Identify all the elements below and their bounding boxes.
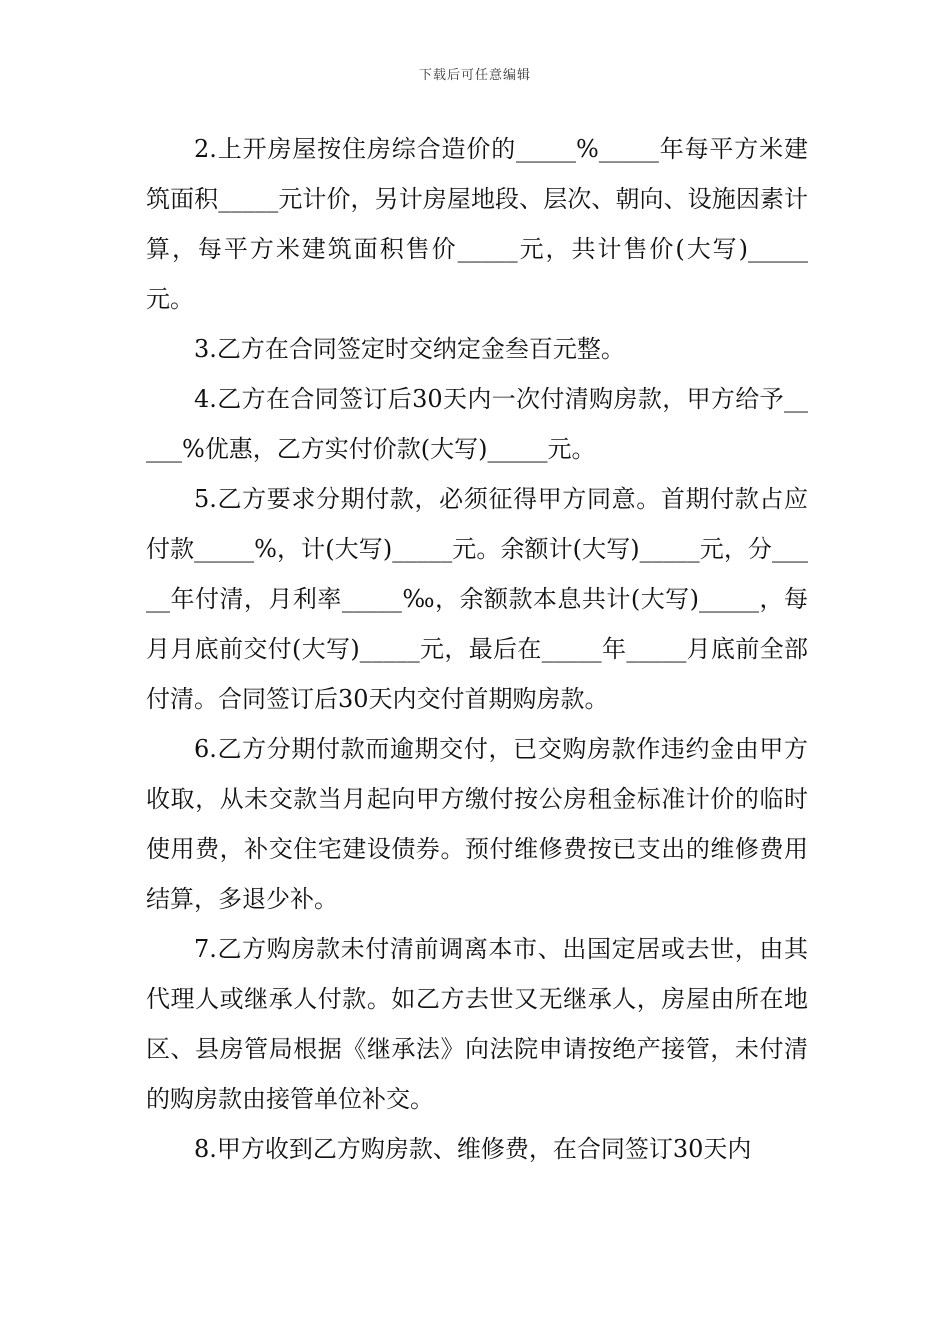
contract-body <box>146 124 808 1174</box>
page-header: 下载后可任意编辑 <box>418 68 531 83</box>
clause-5: 5.乙方要求分期付款，必须征得甲方同意。首期付款占应付款_____%，计(大写)_____元。余额计(大写)_____元，分_____年付清，月利率_____‰，余额款本息共计(大写)_____，每月月底前交付(大写)_____元，最后在_____年_____月底前全部付清。合同签订后30天内交付首期购房款。 <box>146 485 808 713</box>
clause-7: 7.乙方购房款未付清前调离本市、出国定居或去世，由其代理人或继承人付款。如乙方去世又无继承人，房屋由所在地区、县房管局根据《继承法》向法院申请按绝产接管，未付清的购房款由接管单位补交。 <box>146 935 808 1113</box>
clause-2: 2.上开房屋按住房综合造价的_____%_____年每平方米建筑面积_____元计价，另计房屋地段、层次、朝向、设施因素计算，每平方米建筑面积售价_____元，共计售价(大写)_____元。 <box>146 135 808 313</box>
clause-6: 6.乙方分期付款而逾期交付，已交购房款作违约金由甲方收取，从未交款当月起向甲方缴付按公房租金标准计价的临时使用费，补交住宅建设债券。预付维修费按已支出的维修费用结算，多退少补。 <box>146 735 808 913</box>
clause-4: 4.乙方在合同签订后30天内一次付清购房款，甲方给予_____%优惠，乙方实付价款(大写)_____元。 <box>146 385 808 463</box>
clause-8: 8.甲方收到乙方购房款、维修费，在合同签订30天内 <box>194 1135 752 1163</box>
clause-3: 3.乙方在合同签定时交纳定金叁百元整。 <box>194 335 625 363</box>
